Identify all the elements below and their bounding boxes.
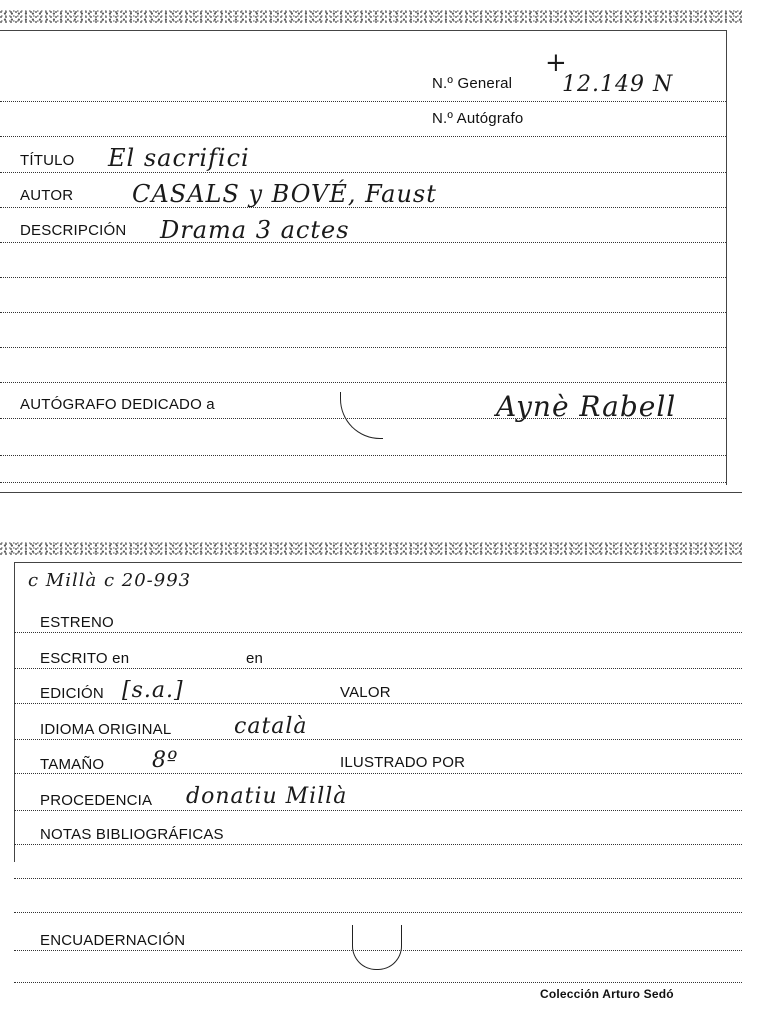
idioma-value: català xyxy=(234,714,308,739)
line-blank-6 xyxy=(14,912,742,913)
autor-label: AUTOR xyxy=(20,187,74,204)
tamano-label: TAMAÑO xyxy=(40,756,105,773)
notas-label: NOTAS BIBLIOGRÁFICAS xyxy=(40,826,224,843)
line-autor xyxy=(0,207,726,208)
line-descripcion xyxy=(0,242,726,243)
escrito-en2-label: en xyxy=(246,650,264,667)
line-escrito xyxy=(14,668,742,669)
titulo-label: TÍTULO xyxy=(20,152,75,169)
edicion-value: [s.a.] xyxy=(122,678,184,703)
card-right-border xyxy=(726,30,727,485)
line-bottom-3 xyxy=(14,982,742,983)
line-blank-4 xyxy=(0,382,726,383)
coleccion-label: Colección Arturo Sedó xyxy=(540,987,674,1001)
punch-hole-mark xyxy=(340,392,383,439)
escrito-label: ESCRITO en xyxy=(40,650,130,667)
valor-label: VALOR xyxy=(340,684,391,701)
line-blank-2 xyxy=(0,312,726,313)
line-encuadernacion xyxy=(14,950,742,951)
line-tamano xyxy=(14,773,742,774)
line-autografo-number xyxy=(0,136,726,137)
card-divider xyxy=(0,492,742,493)
line-general xyxy=(0,101,726,102)
ilustrado-label: ILUSTRADO POR xyxy=(340,754,466,771)
line-bottom-1 xyxy=(0,455,726,456)
line-edicion xyxy=(14,703,742,704)
line-notas xyxy=(14,844,742,845)
dedicado-label: AUTÓGRAFO DEDICADO a xyxy=(20,396,215,413)
estreno-label: ESTRENO xyxy=(40,614,114,631)
titulo-value: El sacrifici xyxy=(108,144,250,172)
general-number-label: N.º General xyxy=(432,75,513,92)
line-idioma xyxy=(14,739,742,740)
descripcion-label: DESCRIPCIÓN xyxy=(20,222,127,239)
dedicado-value: Aynè Rabell xyxy=(496,390,677,423)
card-top-border xyxy=(0,30,726,31)
procedencia-label: PROCEDENCIA xyxy=(40,792,153,809)
descripcion-value: Drama 3 actes xyxy=(160,216,350,244)
card-bottom-left-border xyxy=(14,562,15,862)
catalog-card-top xyxy=(0,0,742,490)
line-dedicado xyxy=(0,418,726,419)
general-number-value: 12.149 N xyxy=(562,72,674,97)
line-blank-5 xyxy=(14,878,742,879)
line-titulo xyxy=(0,172,726,173)
procedencia-value: donatiu Millà xyxy=(186,784,348,809)
autor-value: CASALS y BOVÉ, Faust xyxy=(132,180,437,208)
reference-note: c Millà c 20-993 xyxy=(28,570,192,591)
line-bottom-2 xyxy=(0,482,726,483)
line-blank-1 xyxy=(0,277,726,278)
card-bottom-top-border xyxy=(14,562,742,563)
line-estreno xyxy=(14,632,742,633)
card-bottom-edge-texture xyxy=(0,542,742,556)
edicion-label: EDICIÓN xyxy=(40,685,104,702)
card-top-edge-texture xyxy=(0,10,742,24)
line-blank-3 xyxy=(0,347,726,348)
idioma-label: IDIOMA ORIGINAL xyxy=(40,721,172,738)
punch-hole-mark-bottom xyxy=(352,925,402,970)
tamano-value: 8º xyxy=(152,748,179,773)
line-procedencia xyxy=(14,810,742,811)
autografo-number-label: N.º Autógrafo xyxy=(432,110,524,127)
catalog-card-bottom xyxy=(0,540,742,1020)
encuadernacion-label: ENCUADERNACIÓN xyxy=(40,932,186,949)
general-mark: + xyxy=(545,48,568,78)
